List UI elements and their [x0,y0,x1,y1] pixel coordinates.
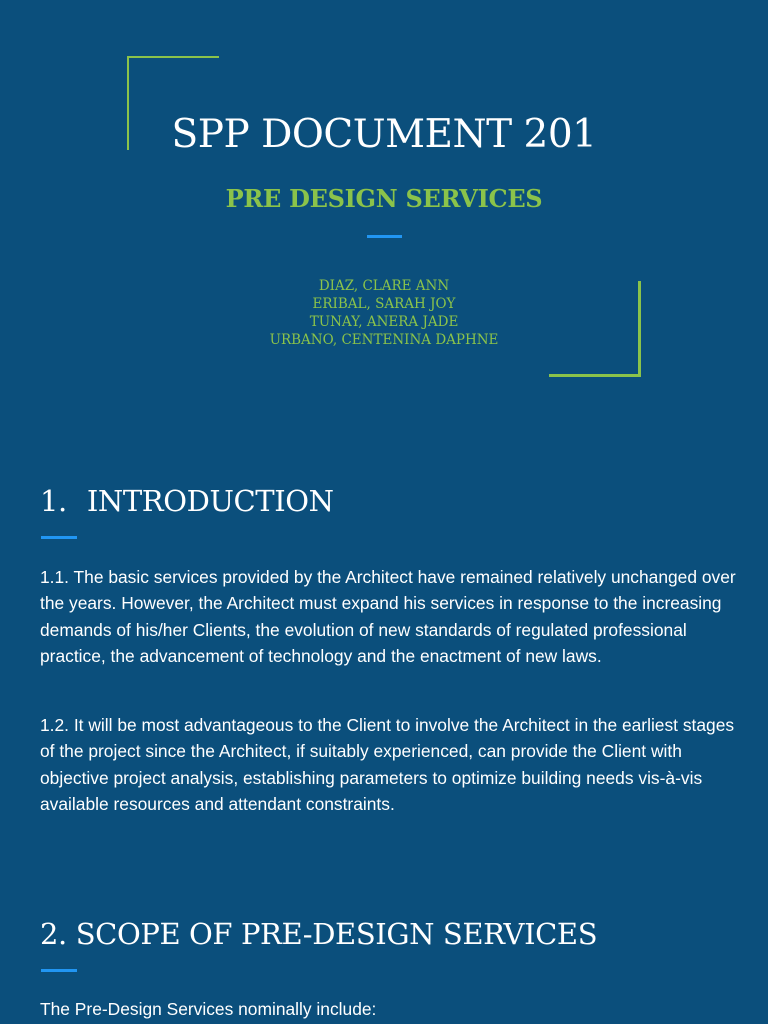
document-subtitle: PRE DESIGN SERVICES [225,184,543,213]
title-accent-line [367,235,402,238]
author-name: ERIBAL, SARAH JOY [312,296,456,312]
title-slide [0,0,768,440]
paragraph-1-1: 1.1. The basic services provided by the Architect have remained relatively unchanged over the years. However, the Architect must expand his services in response to the increasing demands of his/her Clients, the evolution of new standards of regulated professional practice, the advancement of technology and the enactment of new laws. [40,567,736,666]
section-heading-scope [40,917,597,951]
author-name: DIAZ, CLARE ANN [318,278,450,294]
section-accent-line [41,969,77,972]
paragraph-1-2: 1.2. It will be most advantageous to the Client to involve the Architect in the earliest stages of the project since the Architect, if suitably experienced, can provide the Client with objective project analysis, establishing parameters to optimize building needs vis-à-vis available resources and attendant constraints. [40,715,735,814]
author-list [0,277,768,349]
paragraph-2-intro: The Pre-Design Services nominally include: [40,999,377,1019]
corner-bracket-bottom-right [549,281,641,377]
author-name: TUNAY, ANERA JADE [309,314,459,330]
document-title: SPP DOCUMENT 201 [171,112,597,157]
section-accent-line [41,536,77,539]
section-heading-introduction [40,484,334,518]
section-title: INTRODUCTION [86,484,334,518]
author-name: URBANO, CENTENINA DAPHNE [269,332,499,348]
section-title: SCOPE OF PRE-DESIGN SERVICES [75,917,598,951]
section-number: 2. [40,917,67,951]
section-number: 1. [40,484,67,518]
